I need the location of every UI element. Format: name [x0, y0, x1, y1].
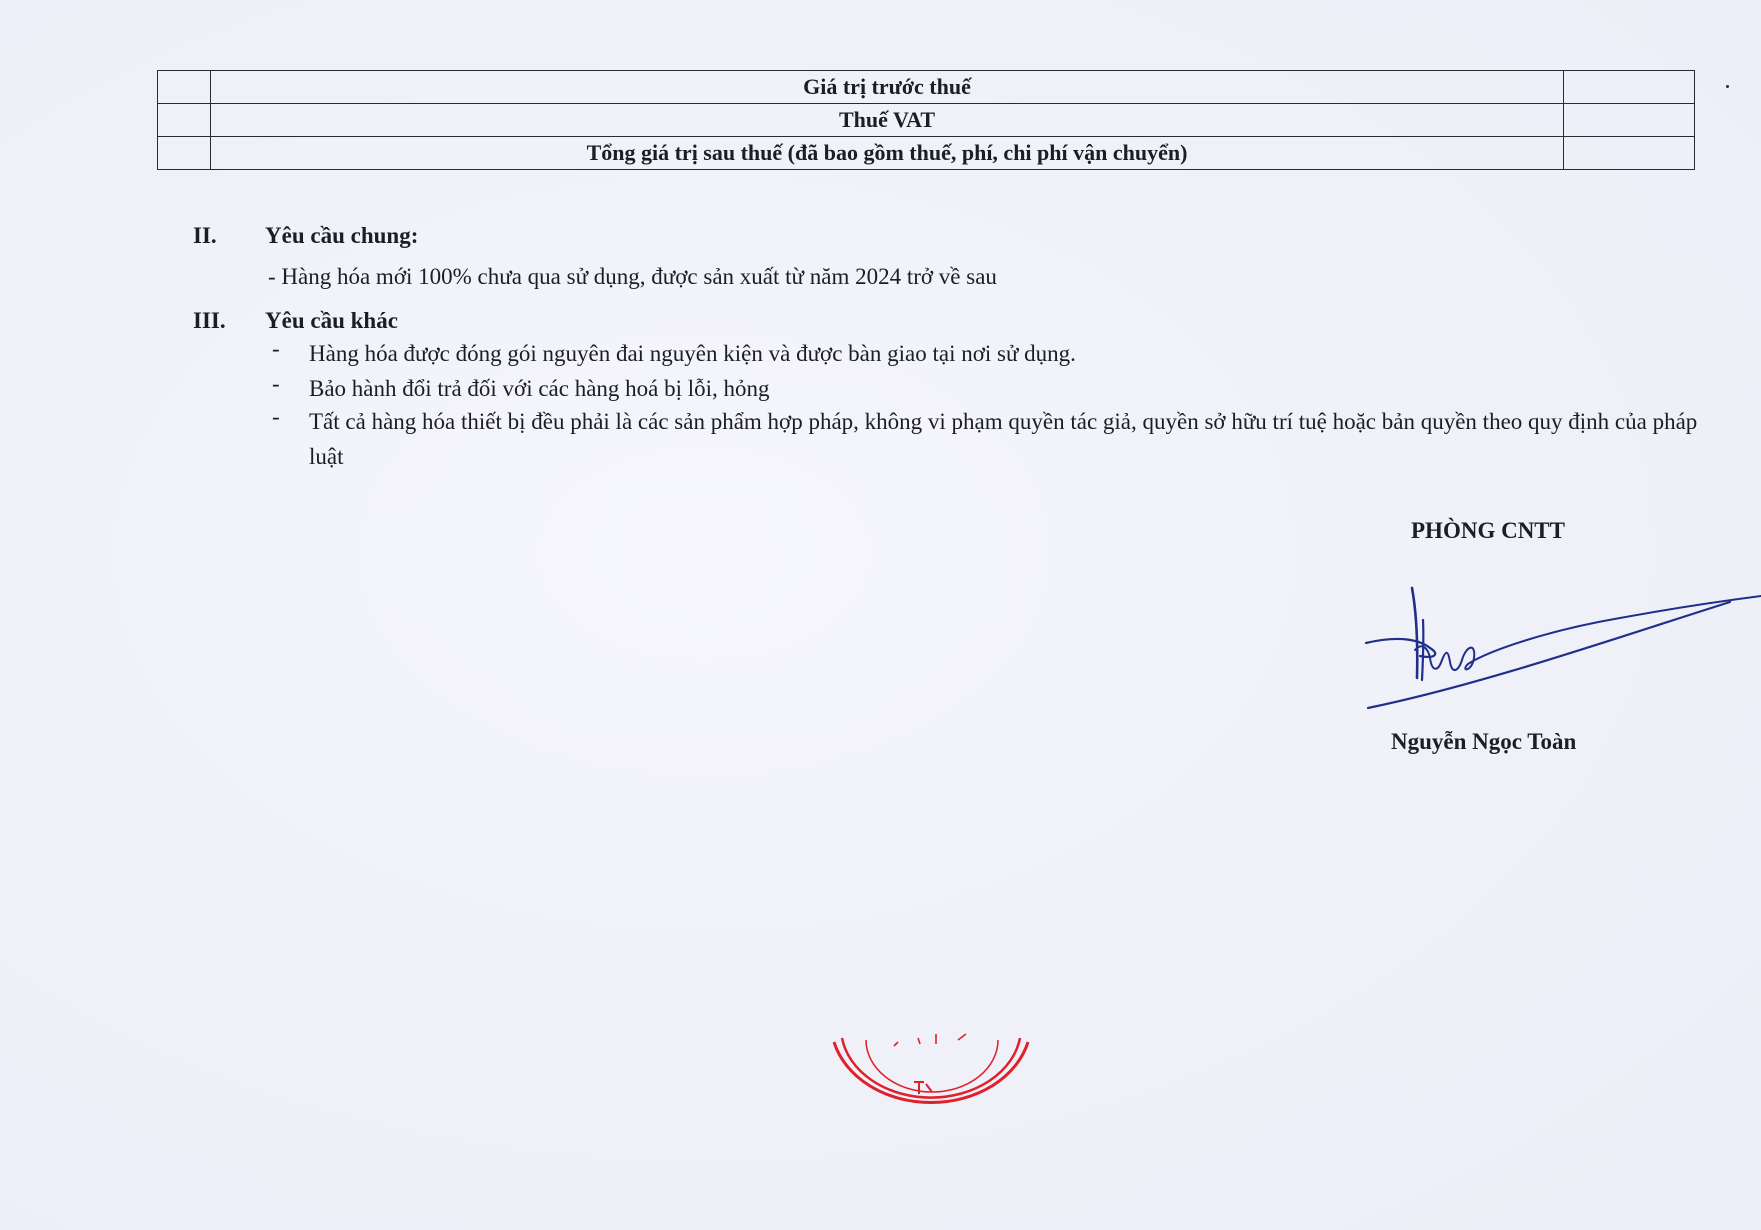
- section-number: III.: [193, 308, 226, 333]
- total-after-tax-label: Tổng giá trị sau thuế (đã bao gồm thuế, phí, chi phí vận chuyển): [211, 137, 1564, 170]
- section-title: Yêu cầu khác: [265, 308, 398, 333]
- bullet-dash: -: [272, 336, 280, 361]
- price-summary-table: [157, 70, 1695, 170]
- section-general-heading: [193, 223, 793, 253]
- table-row: [158, 71, 1695, 104]
- vat-label: Thuế VAT: [211, 104, 1564, 137]
- list-item: [272, 371, 1722, 406]
- pre-tax-value-label: Giá trị trước thuế: [211, 71, 1564, 104]
- general-requirement-line: - Hàng hóa mới 100% chưa qua sử dụng, được sản xuất từ năm 2024 trở về sau: [268, 264, 997, 289]
- handwritten-signature: [1360, 580, 1761, 715]
- section-other-heading: [193, 308, 793, 338]
- department-name: PHÒNG CNTT: [1411, 518, 1565, 543]
- bullet-dash: -: [272, 404, 280, 429]
- list-item-text: Bảo hành đổi trả đối với các hàng hoá bị lỗi, hỏng: [309, 376, 770, 401]
- signer-name: Nguyễn Ngọc Toàn: [1391, 729, 1577, 754]
- scan-speck: [1726, 85, 1729, 88]
- section-number: II.: [193, 223, 217, 248]
- table-row: [158, 104, 1695, 137]
- list-item: [272, 404, 1722, 474]
- list-item-text: Tất cả hàng hóa thiết bị đều phải là các sản phẩm hợp pháp, không vi phạm quyền tác giả, quyền sở hữu trí tuệ hoặc bản quyền theo quy định của pháp luật: [309, 409, 1698, 469]
- bullet-dash: -: [272, 371, 280, 396]
- table-row: [158, 137, 1695, 170]
- list-item-text: Hàng hóa được đóng gói nguyên đai nguyên kiện và được bàn giao tại nơi sử dụng.: [309, 341, 1076, 366]
- section-title: Yêu cầu chung:: [265, 223, 419, 248]
- list-item: [272, 336, 1722, 371]
- official-stamp: [826, 1030, 1036, 1120]
